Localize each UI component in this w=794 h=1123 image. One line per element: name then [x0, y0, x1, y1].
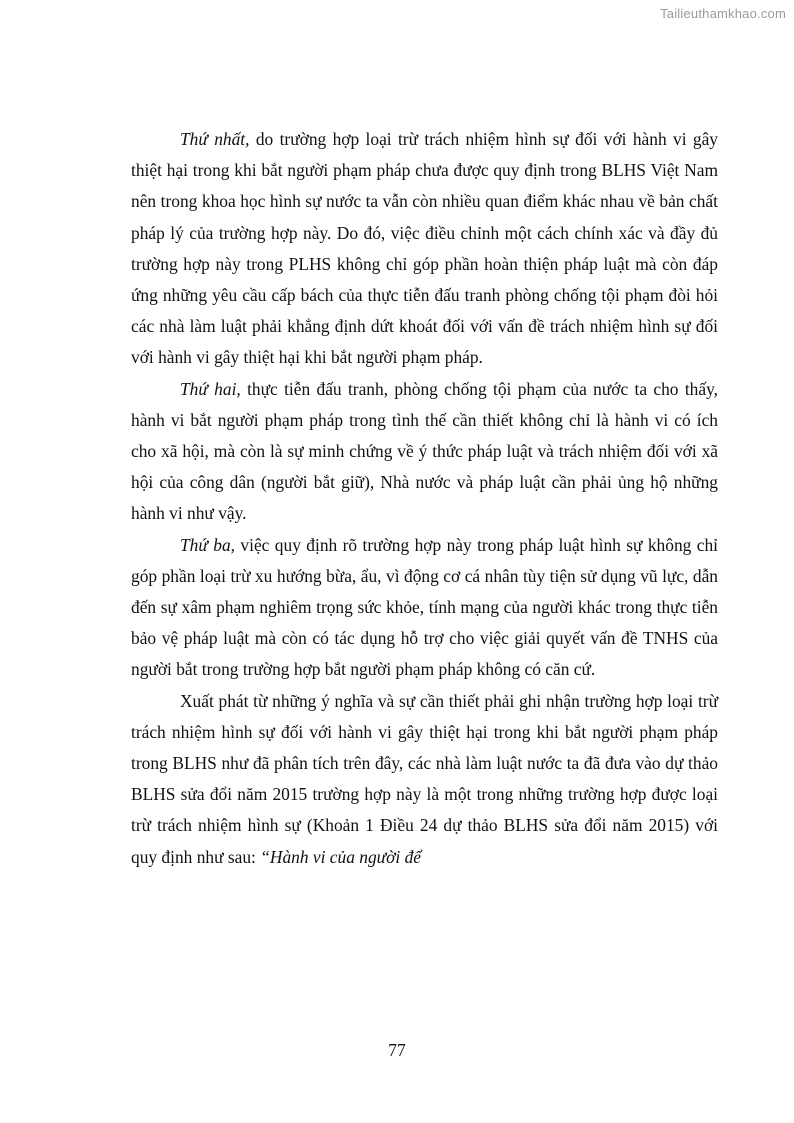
paragraph-xuat-phat	[131, 686, 718, 873]
page-number: 77	[388, 1040, 406, 1060]
paragraph-text: việc quy định rõ trường hợp này trong pháp luật hình sự không chỉ góp phần loại trừ xu hướng bừa, ẩu, vì động cơ cá nhân tùy tiện sử dụng vũ lực, dẫn đến sự xâm phạm nghiêm trọng sức khỏe, tính mạng của người khác trong thực tiễn bảo vệ pháp luật mà còn có tác dụng hỗ trợ cho việc giải quyết vấn đề TNHS của người bắt trong trường hợp bắt người phạm pháp không có căn cứ.	[131, 534, 718, 680]
paragraph-lead: Thứ nhất,	[180, 129, 250, 149]
paragraph-lead: Thứ hai,	[180, 378, 241, 399]
document-body	[131, 124, 718, 873]
paragraph-lead: Thứ ba,	[180, 534, 236, 555]
paragraph-text: thực tiễn đấu tranh, phòng chống tội phạm của nước ta cho thấy, hành vi bắt người phạm pháp trong tình thế cần thiết không chỉ là hành vi có ích cho xã hội, mà còn là sự minh chứng về ý thức pháp luật và trách nhiệm đối với xã hội của công dân (người bắt giữ), Nhà nước và pháp luật cần phải ủng hộ những hành vi như vậy.	[131, 378, 718, 524]
paragraph-thu-nhat	[131, 124, 718, 374]
paragraph-thu-hai	[131, 374, 718, 530]
paragraph-quote-start: “Hành vi của người để	[260, 846, 422, 867]
paragraph-text: Xuất phát từ những ý nghĩa và sự cần thiết phải ghi nhận trường hợp loại trừ trách nhiệm hình sự đối với hành vi gây thiệt hại trong khi bắt người phạm pháp trong BLHS như đã phân tích trên đây, các nhà làm luật nước ta đã đưa vào dự thảo BLHS sửa đổi năm 2015 trường hợp này là một trong những trường hợp được loại trừ trách nhiệm hình sự (Khoản 1 Điều 24 dự thảo BLHS sửa đổi năm 2015) với quy định như sau:	[131, 690, 718, 867]
paragraph-text: do trường hợp loại trừ trách nhiệm hình sự đối với hành vi gây thiệt hại trong khi bắt người phạm pháp chưa được quy định trong BLHS Việt Nam nên trong khoa học hình sự nước ta vẫn còn nhiều quan điểm khác nhau về bản chất pháp lý của trường hợp này. Do đó, việc điều chỉnh một cách chính xác và đầy đủ trường hợp này trong PLHS không chỉ góp phần hoàn thiện pháp luật mà còn đáp ứng những yêu cầu cấp bách của thực tiễn đấu tranh phòng chống tội phạm đòi hỏi các nhà làm luật phải khẳng định dứt khoát đối với vấn đề trách nhiệm hình sự đối với hành vi gây thiệt hại khi bắt người phạm pháp.	[131, 129, 719, 368]
watermark: Tailieuthamkhao.com	[660, 6, 786, 21]
paragraph-thu-ba	[131, 530, 718, 686]
